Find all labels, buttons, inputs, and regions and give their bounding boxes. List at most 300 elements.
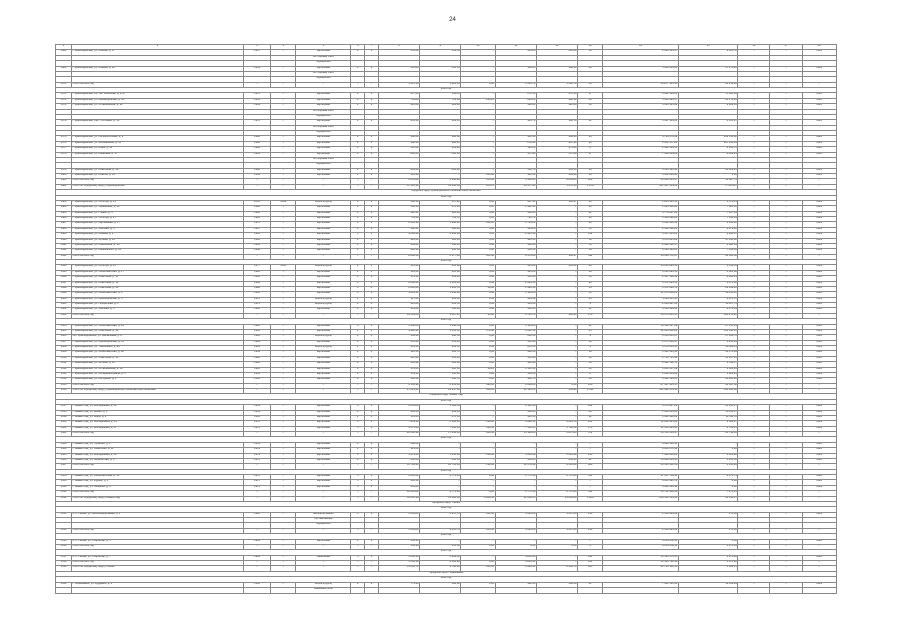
table-cell: 2 775,30 (495, 475, 536, 480)
column-number: 6 (351, 45, 365, 50)
section-heading: 2024 год (56, 534, 837, 539)
table-cell: 1965 (243, 346, 270, 351)
table-cell: 2 (351, 66, 365, 71)
table-cell: 2 312 412,26 (603, 227, 679, 232)
table-cell: 2 (351, 362, 365, 367)
section-heading: 2023 год (56, 399, 837, 404)
table-cell: 2 (365, 50, 379, 55)
table-cell: 1 143,00 (495, 292, 536, 297)
table-cell: 2 (351, 582, 365, 587)
table-cell: 1955 (243, 243, 270, 248)
table-cell: – (738, 147, 770, 152)
table-cell: – (365, 544, 379, 549)
table-cell: 2 (365, 104, 379, 109)
table-cell: 2 374,11 (678, 200, 738, 205)
table-cell: – (536, 297, 577, 302)
table-cell: 1533 (56, 512, 72, 517)
table-cell: – (536, 249, 577, 254)
table-cell: – (770, 147, 802, 152)
table-cell: кирпичные (296, 104, 351, 109)
table-cell: 13 (578, 104, 603, 109)
table-cell: 14 (578, 243, 603, 248)
table-cell: 150,00 (420, 372, 461, 377)
table-cell: 1539 (56, 566, 72, 571)
table-cell: – (738, 308, 770, 313)
table-cell: 1470 (56, 82, 72, 87)
table-cell: 501,50 (536, 168, 577, 173)
table-cell: – (770, 222, 802, 227)
table-cell: 415,20 (420, 265, 461, 270)
table-cell: 376,40 (461, 329, 495, 334)
table-cell: 1954 (243, 410, 270, 415)
table-cell: 2025 (802, 458, 836, 463)
table-cell: 0,00 (461, 303, 495, 308)
table-cell: – (296, 254, 351, 259)
column-number: 9 (420, 45, 461, 50)
table-cell: 30 837,58 (678, 383, 738, 388)
table-cell: 0,00 (461, 324, 495, 329)
table-cell: 4 (351, 405, 365, 410)
table-cell: 2 (365, 346, 379, 351)
table-cell: 2 (365, 141, 379, 146)
table-cell: 321,00 (378, 303, 419, 308)
table-cell: 2023 (802, 582, 836, 587)
table-cell: 1965 (243, 233, 270, 238)
table-cell: 268,00 (378, 442, 419, 447)
table-cell: 2 (365, 340, 379, 345)
table-cell: 278 (578, 313, 603, 318)
table-cell: – (271, 362, 296, 367)
table-cell: 1972 (243, 297, 270, 302)
table-cell: г. Краснодонский, ул. Перфилова, д. 1 (72, 303, 244, 308)
table-cell: 2025 (802, 265, 836, 270)
table-cell: 0,00 (461, 265, 495, 270)
table-cell: п.г.т. Пальм, ул. Стерлитай, д. 5 (72, 539, 244, 544)
table-cell: – (770, 243, 802, 248)
table-cell: 1532 (56, 496, 72, 501)
table-cell: 18 (578, 66, 603, 71)
table-cell: 2 (351, 93, 365, 98)
section-heading: 2024 год (56, 88, 837, 93)
table-cell: 2 (365, 206, 379, 211)
table-cell: – (738, 410, 770, 415)
table-cell: 3 131 893,51 (603, 270, 679, 275)
table-cell: г. Краснодонский, ул. Белоказачья, д. 11 (72, 141, 244, 146)
table-cell: перекрытия (296, 61, 351, 66)
table-cell: – (365, 491, 379, 496)
table-cell: 2 (365, 270, 379, 275)
table-cell: 1492 (56, 249, 72, 254)
table-cell: 2 (365, 168, 379, 173)
table-cell: – (536, 340, 577, 345)
table-cell: – (738, 184, 770, 189)
table-cell: 1489 (56, 233, 72, 238)
table-cell: 5 458 456,24 (603, 66, 679, 71)
table-cell: – (296, 389, 351, 394)
table-cell: 4 140,40 (495, 179, 536, 184)
table-cell: 1506 (56, 335, 72, 340)
table-cell: – (271, 426, 296, 431)
table-cell: 9 (578, 303, 603, 308)
table-cell: 21 735 102,50 (603, 566, 679, 571)
table-cell: 551,60 (378, 50, 419, 55)
section-heading: Городской округ Пальм (56, 501, 837, 506)
table-cell: – (738, 442, 770, 447)
table-cell: 2 411,17 (678, 362, 738, 367)
table-cell: – (271, 582, 296, 587)
table-cell: 2025 (802, 281, 836, 286)
table-cell: 0 (578, 544, 603, 549)
table-cell: – (243, 544, 270, 549)
table-cell: 448,10 (378, 200, 419, 205)
table-cell: 1538 (56, 561, 72, 566)
table-cell: – (296, 491, 351, 496)
table-cell: 2 408,37 (678, 233, 738, 238)
table-cell: – (461, 539, 495, 544)
table-cell: кирпичные (296, 211, 351, 216)
table-cell: 2 757,80 (536, 491, 577, 496)
table-cell: 609,60 (378, 485, 419, 490)
table-cell: г. Новый Сад, ул. Гагарина, д. 4 (72, 485, 244, 490)
table-cell: 1494 (56, 265, 72, 270)
table-cell: 16 (578, 238, 603, 243)
table-cell (271, 587, 296, 593)
table-cell: 0,00 (536, 544, 577, 549)
table-cell: 325,00 (495, 270, 536, 275)
table-cell: 2 302,00 (420, 405, 461, 410)
table-cell: Кирпич(бруск) (296, 346, 351, 351)
table-cell: – (770, 313, 802, 318)
table-cell: 401,10 (378, 120, 419, 125)
section-heading: 2024 год (56, 260, 837, 265)
table-cell: 2025 (802, 346, 836, 351)
table-cell: 0,00 (678, 448, 738, 453)
table-cell: – (243, 82, 270, 87)
table-cell: 351,40 (495, 340, 536, 345)
table-cell: – (271, 50, 296, 55)
table-cell: 2 (365, 243, 379, 248)
table-cell: 46 (578, 200, 603, 205)
table-cell: 1517 (56, 405, 72, 410)
table-cell: Итого по городскому округу Новый Сад (72, 496, 244, 501)
table-cell: 2 685,50 (495, 281, 536, 286)
section-heading: Городской округ Новый Сад (56, 394, 837, 399)
table-cell: 326,50 (378, 351, 419, 356)
table-cell: г. Краснодонский, ул. Ленина, д. 47 (72, 50, 244, 55)
table-cell: – (351, 566, 365, 571)
table-cell: 251,50 (378, 346, 419, 351)
column-number: 14 (603, 45, 679, 50)
table-cell: – (365, 528, 379, 533)
table-cell: 2023 (802, 415, 836, 420)
table-cell: кирпичные (296, 227, 351, 232)
table-cell: 8 377,40 (420, 254, 461, 259)
table-cell: 2 (351, 308, 365, 313)
section-heading: 2025 год (56, 437, 837, 442)
table-cell: – (461, 136, 495, 141)
table-cell: – (738, 415, 770, 420)
table-cell: – (243, 566, 270, 571)
table-cell: – (770, 421, 802, 426)
table-cell: 1972 (243, 480, 270, 485)
table-cell: 2 (351, 346, 365, 351)
table-cell: – (770, 174, 802, 179)
table-cell: кирпичные (296, 222, 351, 227)
table-cell: 5 (351, 480, 365, 485)
table-cell: 2025 (802, 292, 836, 297)
table-cell: – (770, 286, 802, 291)
table-cell: 9 471,60 (378, 426, 419, 431)
table-cell: – (802, 383, 836, 388)
table-cell: – (536, 561, 577, 566)
table-cell: 5 (351, 233, 365, 238)
table-cell: 130,00 (461, 464, 495, 469)
table-cell: – (738, 378, 770, 383)
table-cell: кирпичные (296, 243, 351, 248)
table-cell: 308,50 (495, 351, 536, 356)
table-cell: 2 (365, 211, 379, 216)
table-cell: 1960 (243, 136, 270, 141)
table-cell: – (365, 496, 379, 501)
table-cell: 8 013 602,11 (603, 539, 679, 544)
table-cell: 5 063,00 (378, 528, 419, 533)
table-cell: – (420, 485, 461, 490)
table-cell: – (770, 265, 802, 270)
table-cell: – (461, 141, 495, 146)
table-cell: 2 (351, 270, 365, 275)
table-cell: г. Краснодонский, ул. Сельсоветская, д. 24 (72, 324, 244, 329)
table-cell: 9 (578, 346, 603, 351)
table-cell: 96 (578, 281, 603, 286)
table-cell: 8 808,50 (378, 254, 419, 259)
table-cell: г. Краснодонский, ул. Октября, д. 25 (72, 265, 244, 270)
table-cell: 0,00 (461, 238, 495, 243)
table-cell: 210 (578, 512, 603, 517)
table-cell: 5 063,00 (378, 512, 419, 517)
table-cell: – (770, 383, 802, 388)
table-cell (536, 587, 577, 593)
table-cell: – (271, 356, 296, 361)
table-cell: 509,60 (420, 50, 461, 55)
table-cell: – (738, 136, 770, 141)
column-number: 3 (243, 45, 270, 50)
table-cell: 314,50 (420, 303, 461, 308)
table-cell: 272,00 (378, 367, 419, 372)
table-cell: кирпичные (296, 286, 351, 291)
table-cell: – (770, 346, 802, 351)
table-cell: 75 883,10 (678, 93, 738, 98)
table-cell: 23 937,30 (420, 389, 461, 394)
table-cell: 2 (365, 227, 379, 232)
table-cell: 1958 (243, 249, 270, 254)
table-cell: – (802, 566, 836, 571)
table-cell: 2 (351, 168, 365, 173)
table-cell: – (536, 324, 577, 329)
table-cell: – (271, 297, 296, 302)
table-cell: – (770, 340, 802, 345)
table-cell: 1 412,30 (495, 206, 536, 211)
table-cell: – (536, 292, 577, 297)
table-cell: 4 883,40 (420, 555, 461, 560)
table-cell: 860,50 (420, 152, 461, 157)
table-cell: 8 268,80 (495, 383, 536, 388)
table-cell: – (536, 243, 577, 248)
table-cell: – (271, 120, 296, 125)
table-cell: 2 (365, 458, 379, 463)
table-cell: 14 (578, 136, 603, 141)
table-cell: 1959 (243, 104, 270, 109)
table-cell: 1531 (56, 491, 72, 496)
table-cell: – (536, 448, 577, 453)
table-cell: 2 (351, 297, 365, 302)
table-cell: 6 126 596,85 (603, 249, 679, 254)
table-cell: 2 (365, 308, 379, 313)
table-cell: 0,00 (461, 292, 495, 297)
table-cell: 2 (351, 152, 365, 157)
table-cell: 1476 (56, 141, 72, 146)
table-cell: – (461, 415, 495, 420)
table-cell: 9 481,78 (678, 50, 738, 55)
table-cell: 59 411,12 (678, 292, 738, 297)
table-cell: 4 878,70 (420, 528, 461, 533)
table-cell: – (738, 356, 770, 361)
page-number: 24 (449, 17, 456, 23)
table-cell: 3 470 825,08 (603, 238, 679, 243)
table-cell: 2 148 487,61 (603, 303, 679, 308)
table-cell: г. Новый Сад, ул. Лермонтова, д. 8 (72, 458, 244, 463)
table-cell: 325,00 (420, 270, 461, 275)
table-cell: 4 (365, 286, 379, 291)
table-cell: – (536, 238, 577, 243)
table-cell: 2025 (802, 555, 836, 560)
table-cell: 1 603 633,06 (603, 410, 679, 415)
table-cell: 4 918,90 (420, 179, 461, 184)
table-cell: Ист. Краснодонский, ул. Вокзальная, д. 8 (72, 335, 244, 340)
table-cell: 411,20 (420, 93, 461, 98)
table-cell: 2 (365, 217, 379, 222)
table-cell: 1952 (243, 415, 270, 420)
table-cell: – (738, 512, 770, 517)
table-cell: 320,10 (378, 211, 419, 216)
table-cell: г. Краснодонский, ул. Октября, д. 23 (72, 200, 244, 205)
table-cell: 315,40 (495, 356, 536, 361)
table-cell: кирпичные (296, 421, 351, 426)
table-cell: 1487 (56, 222, 72, 227)
table-cell: 189 133,02 (678, 136, 738, 141)
table-cell: г. Краснодонский, ул. Глинки, д. 5 (72, 211, 244, 216)
table-cell: 1525 (56, 453, 72, 458)
table-cell: 2024 (802, 485, 836, 490)
table-cell: – (536, 356, 577, 361)
table-cell: – (770, 512, 802, 517)
table-cell: 1514 (56, 378, 72, 383)
table-cell: 417,20 (378, 93, 419, 98)
table-cell: 1529 (56, 480, 72, 485)
column-number: 11 (495, 45, 536, 50)
table-cell: – (738, 66, 770, 71)
table-cell: 27 657 795,11 (603, 475, 679, 480)
table-cell: 2 965,10 (495, 233, 536, 238)
table-cell: – (420, 448, 461, 453)
table-cell: 1973 (243, 453, 270, 458)
table-cell: 1522 (56, 432, 72, 437)
table-cell: 1 046,70 (495, 82, 536, 87)
capital-repair-program-table (55, 44, 837, 594)
table-cell: 949,40 (378, 410, 419, 415)
table-cell: Итого за 2023 год (72, 528, 244, 533)
table-cell: – (578, 480, 603, 485)
table-cell: – (770, 227, 802, 232)
table-cell: 1966 (243, 329, 270, 334)
table-cell: 1510 (56, 356, 72, 361)
table-cell: 1501 (56, 303, 72, 308)
table-cell: – (802, 496, 836, 501)
table-cell: 31 330,80 (420, 184, 461, 189)
table-cell: 379,50 (378, 276, 419, 281)
table-cell: 582,00 (536, 582, 577, 587)
table-cell: – (271, 136, 296, 141)
table-cell: 11 266,70 (378, 566, 419, 571)
table-cell: – (365, 464, 379, 469)
table-cell: 1 915,70 (420, 286, 461, 291)
table-cell: 150,00 (495, 372, 536, 377)
table-cell: 130,00 (461, 453, 495, 458)
table-cell: 1963 (243, 340, 270, 345)
table-cell: 3 178 643,31 (603, 346, 679, 351)
table-cell: 4 (365, 475, 379, 480)
table-cell: 2023 (802, 249, 836, 254)
table-cell: – (770, 432, 802, 437)
table-cell: – (271, 147, 296, 152)
table-cell: 13 (578, 367, 603, 372)
table-cell: 388,20 (495, 66, 536, 71)
table-cell: 2023 (802, 233, 836, 238)
column-number: 8 (378, 45, 419, 50)
table-cell (378, 587, 419, 593)
table-cell: 1537 (56, 555, 72, 560)
table-cell: 2 (351, 448, 365, 453)
table-cell: 65 (578, 329, 603, 334)
table-cell: 381,40 (495, 238, 536, 243)
table-cell: 2 (351, 378, 365, 383)
table-cell: 2 (351, 356, 365, 361)
table-cell: г. Краснодонский, ул. Чкалова, д. 5 (72, 308, 244, 313)
table-cell: – (738, 566, 770, 571)
table-cell: – (420, 442, 461, 447)
table-cell: 2 (351, 217, 365, 222)
table-cell: – (271, 93, 296, 98)
table-cell: 2 (365, 276, 379, 281)
table-cell: 9 609,65 (678, 104, 738, 109)
table-cell: 385,47 (536, 200, 577, 205)
table-cell: – (365, 254, 379, 259)
table-cell: – (271, 217, 296, 222)
table-cell: 1527 (56, 464, 72, 469)
table-cell: 16 (578, 168, 603, 173)
table-cell: 1516 (56, 389, 72, 394)
table-cell: г. Краснодонский, ул. Мичурина, д. 2 (72, 378, 244, 383)
table-cell: 0,00 (461, 356, 495, 361)
table-cell: 5 016,40 (495, 453, 536, 458)
table-cell: 8 994,23 (678, 276, 738, 281)
table-cell: 8 511,90 (378, 383, 419, 388)
table-cell: – (351, 383, 365, 388)
table-cell: г. Краснодонский, ул. Литвиновская, д. 32 (72, 104, 244, 109)
table-cell: 251,50 (495, 346, 536, 351)
table-cell: – (738, 432, 770, 437)
table-cell: 1 072,80 (678, 561, 738, 566)
table-cell: 2025 (802, 351, 836, 356)
